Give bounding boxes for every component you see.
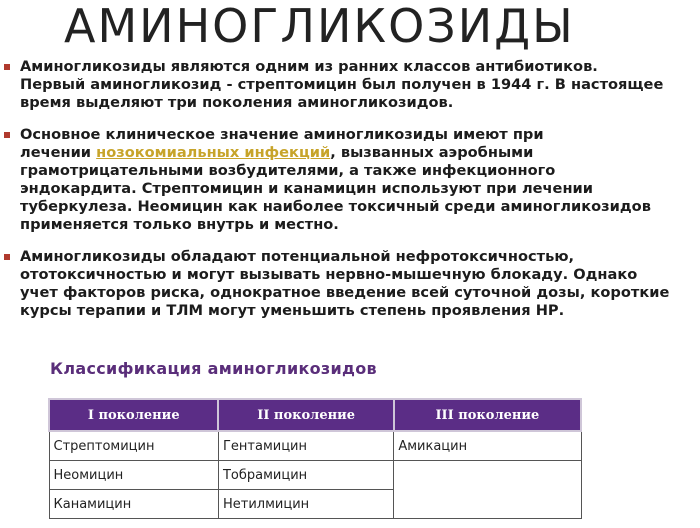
table-cell: Амикацин xyxy=(394,431,581,461)
table-row xyxy=(49,431,581,461)
bullet-line: учет факторов риска, однократное введение всей суточной дозы, короткие xyxy=(20,284,670,301)
bullet-item-clinical xyxy=(4,126,698,234)
bullet-line: применяется только внутрь и местно. xyxy=(20,216,339,233)
table-title: Классификация аминогликозидов xyxy=(50,359,377,378)
bullet-marker-icon xyxy=(4,254,10,260)
bullet-item-history xyxy=(4,58,698,112)
header-generation-3: III поколение xyxy=(394,399,581,431)
bullet-line: туберкулеза. Неомицин как наиболее токсичный среди аминогликозидов xyxy=(20,198,651,215)
classification-table xyxy=(48,398,582,519)
table-cell: Канамицин xyxy=(49,490,218,519)
bullet-line: эндокардита. Стрептомицин и канамицин используют при лечении xyxy=(20,180,593,197)
bullet-text: лечении xyxy=(20,144,97,161)
header-generation-2: II поколение xyxy=(218,399,393,431)
table-header-row xyxy=(49,399,581,431)
header-generation-1: I поколение xyxy=(49,399,218,431)
bullet-text: , вызванных аэробными xyxy=(330,144,534,161)
bullet-line: грамотрицательными возбудителями, а также инфекционного xyxy=(20,162,556,179)
bullet-list xyxy=(4,58,698,334)
nosocomial-infections-link[interactable]: нозокомиальных инфекций xyxy=(96,144,331,161)
bullet-line: Первый аминогликозид - стрептомицин был получен в 1944 г. В настоящее xyxy=(20,76,664,93)
bullet-line: Аминогликозиды являются одним из ранних классов антибиотиков. xyxy=(20,58,598,75)
bullet-line-with-link xyxy=(20,144,698,162)
page-title: АМИНОГЛИКОЗИДЫ xyxy=(64,0,575,53)
bullet-item-toxicity xyxy=(4,248,698,320)
table-cell: Тобрамицин xyxy=(218,461,393,490)
bullet-line: Основное клиническое значение аминогликозиды имеют при xyxy=(20,126,544,143)
bullet-line: Аминогликозиды обладают потенциальной нефротоксичностью, xyxy=(20,248,575,265)
bullet-line: курсы терапии и ТЛМ могут уменьшить степень проявления НР. xyxy=(20,302,565,319)
table-cell-empty xyxy=(394,461,581,519)
table-cell: Неомицин xyxy=(49,461,218,490)
bullet-marker-icon xyxy=(4,64,10,70)
bullet-line: время выделяют три поколения аминогликозидов. xyxy=(20,94,454,111)
table-cell: Нетилмицин xyxy=(218,490,393,519)
table-cell: Гентамицин xyxy=(218,431,393,461)
bullet-marker-icon xyxy=(4,132,10,138)
bullet-line: ототоксичностью и могут вызывать нервно-мышечную блокаду. Однако xyxy=(20,266,638,283)
table-row xyxy=(49,461,581,490)
table-cell: Стрептомицин xyxy=(49,431,218,461)
